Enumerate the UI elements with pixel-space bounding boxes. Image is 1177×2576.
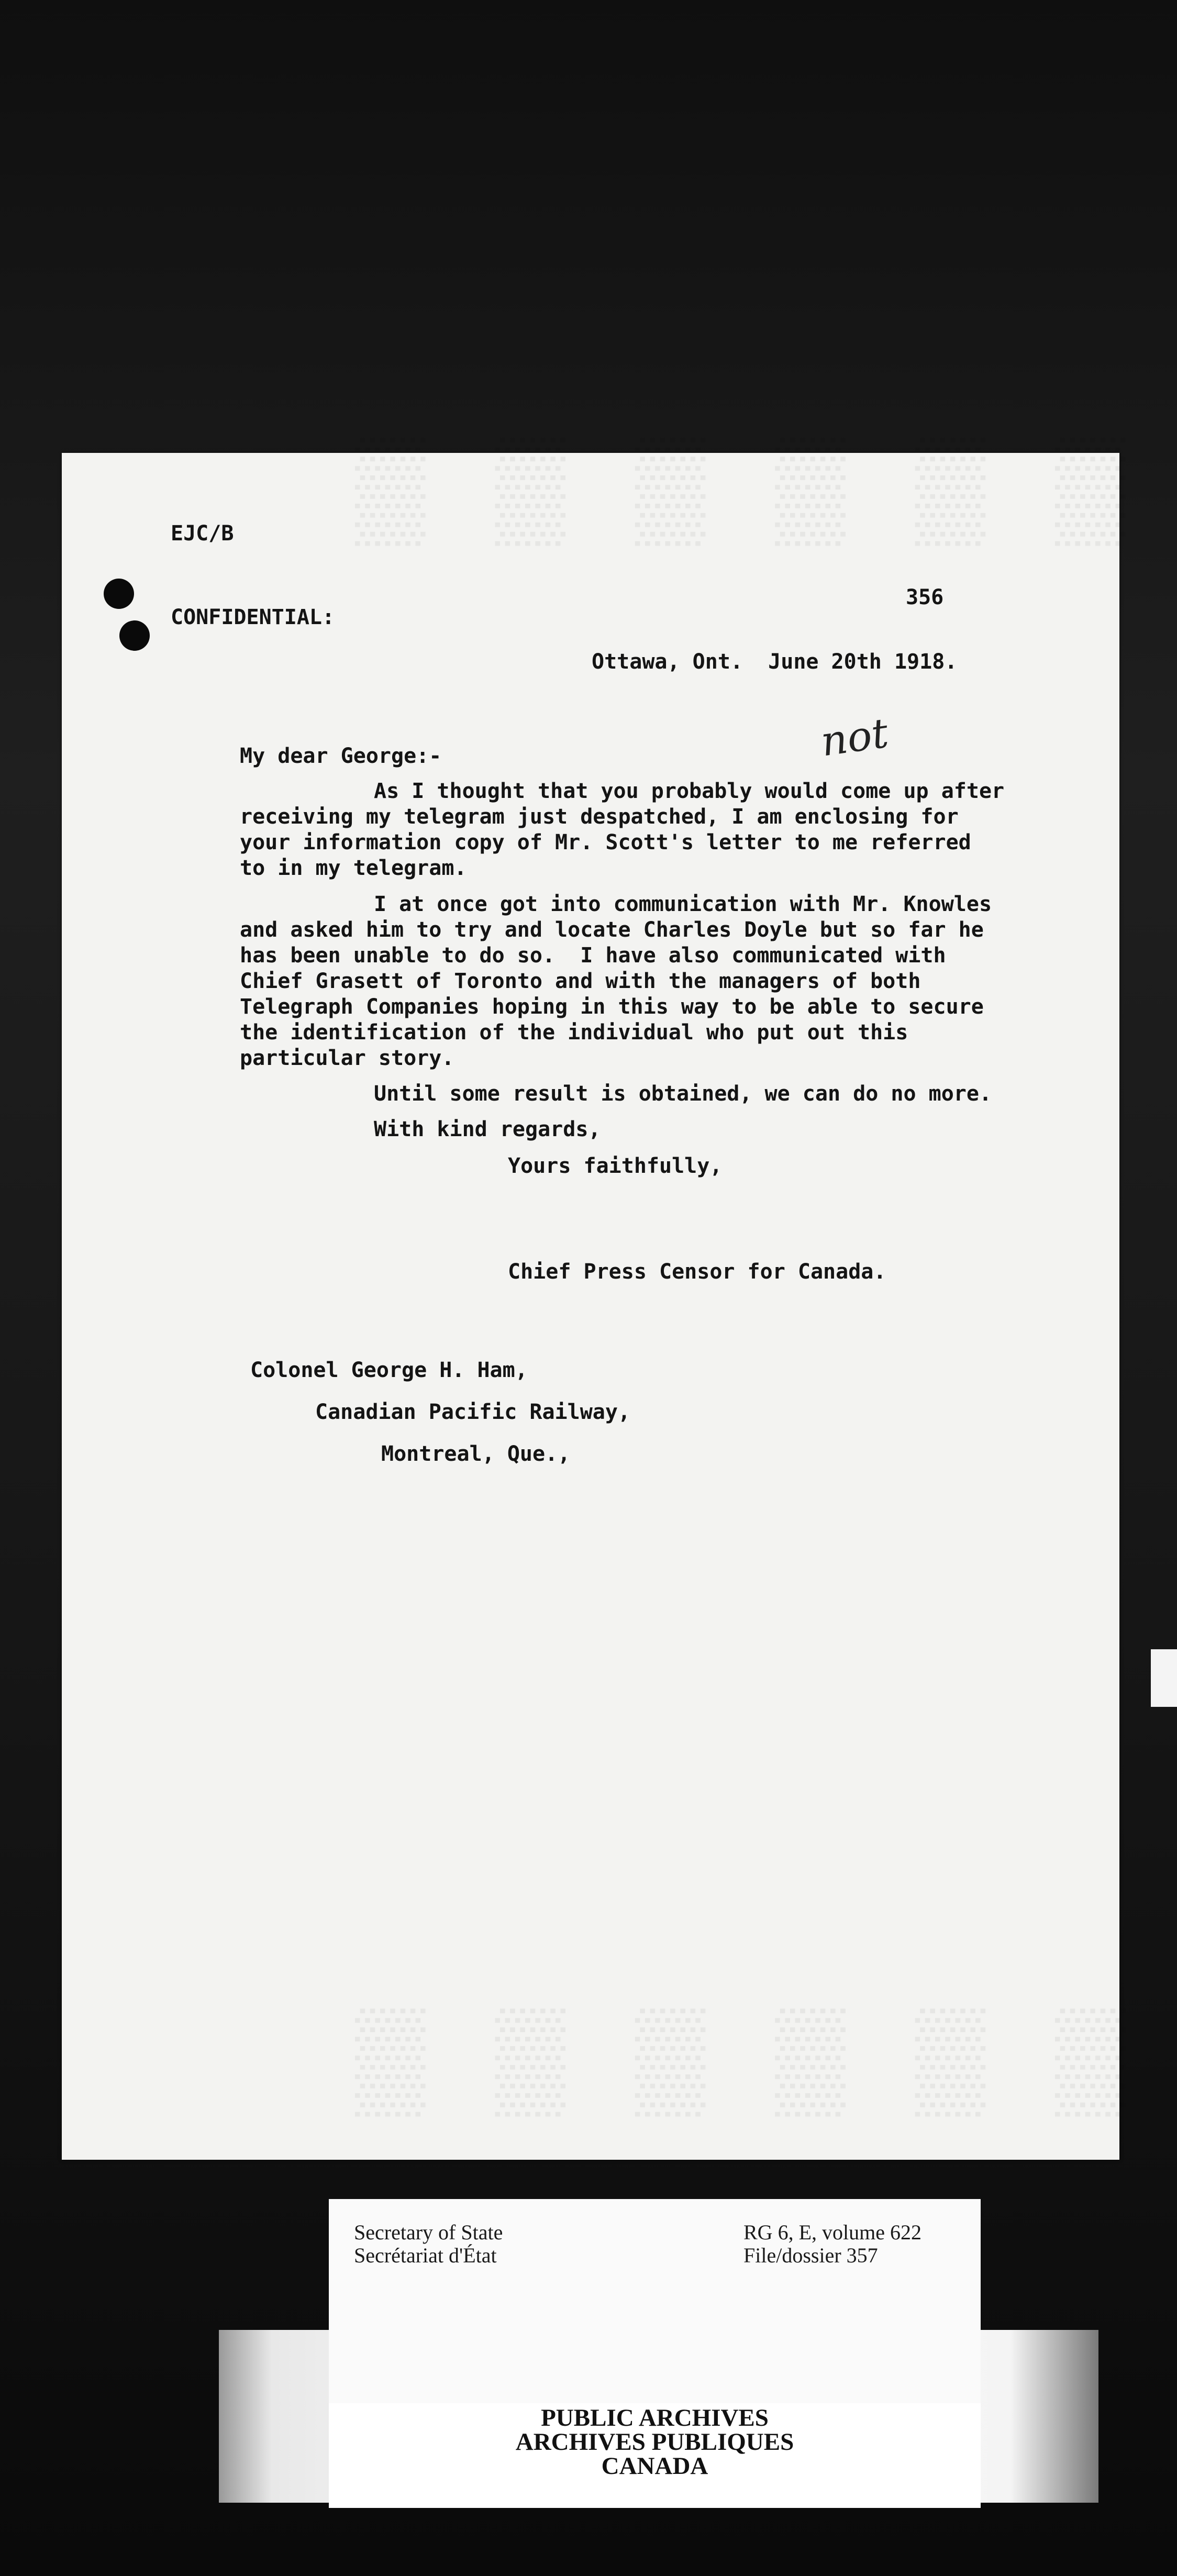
paragraph2-line7: particular story.	[240, 1046, 454, 1070]
closing: Yours faithfully,	[508, 1154, 723, 1178]
handwritten-insert: not	[818, 709, 892, 766]
stamp-line-french: ARCHIVES PUBLIQUES	[515, 2428, 794, 2456]
letter-page	[62, 431, 1147, 2160]
stamp-line-country: CANADA	[601, 2452, 708, 2480]
paragraph3: Until some result is obtained, we can do no more.	[374, 1082, 992, 1106]
paragraph1-line2: receiving my telegram just despatched, I am enclosing for	[240, 805, 959, 829]
salutation: My dear George:-	[240, 744, 442, 768]
recipient-city: Montreal, Que.,	[381, 1442, 571, 1466]
department-french: Secrétariat d'État	[354, 2244, 497, 2267]
paragraph2-line2: and asked him to try and locate Charles Doyle but so far he	[240, 918, 984, 942]
card-reference	[743, 2221, 921, 2267]
archive-catalog-card	[329, 2199, 981, 2403]
page-number: 356	[906, 585, 944, 609]
faint-watermark-bottom: ▒ ▒ ▒ ▒ ▒ ▒	[355, 2002, 1147, 2113]
public-archives-stamp	[329, 2406, 981, 2478]
paragraph2-line1: I at once got into communication with Mr. Knowles	[374, 892, 992, 916]
record-group: RG 6, E, volume 622	[743, 2220, 921, 2244]
paragraph2-line4: Chief Grasett of Toronto and with the managers of both	[240, 969, 921, 993]
paragraph2-line3: has been unable to do so. I have also communicated with	[240, 943, 946, 968]
paragraph1-line4: to in my telegram.	[240, 856, 467, 880]
paragraph1-line3: your information copy of Mr. Scott's letter to me referred	[240, 830, 971, 854]
signature-title: Chief Press Censor for Canada.	[508, 1260, 886, 1284]
stamp-line-english: PUBLIC ARCHIVES	[541, 2404, 769, 2431]
file-number: File/dossier 357	[743, 2244, 878, 2267]
card-department	[354, 2221, 503, 2267]
confidential-label: CONFIDENTIAL:	[171, 605, 335, 629]
recipient-company: Canadian Pacific Railway,	[315, 1400, 631, 1424]
paragraph1-line1: As I thought that you probably would come up after	[374, 779, 1005, 803]
punch-hole-bottom	[119, 620, 150, 651]
reference-initials: EJC/B	[171, 521, 234, 546]
department-english: Secretary of State	[354, 2220, 503, 2244]
place-date: Ottawa, Ont. June 20th 1918.	[592, 650, 958, 674]
edge-tab-marker	[1151, 1649, 1177, 1707]
paragraph2-line5: Telegraph Companies hoping in this way to be able to secure	[240, 995, 984, 1019]
paragraph2-line6: the identification of the individual who put out this	[240, 1020, 908, 1045]
punch-hole-top	[104, 579, 134, 609]
faint-watermark-top: ▒ ▒ ▒ ▒ ▒ ▒	[355, 431, 1147, 542]
recipient-name: Colonel George H. Ham,	[250, 1358, 528, 1382]
closing-regards: With kind regards,	[374, 1117, 601, 1141]
